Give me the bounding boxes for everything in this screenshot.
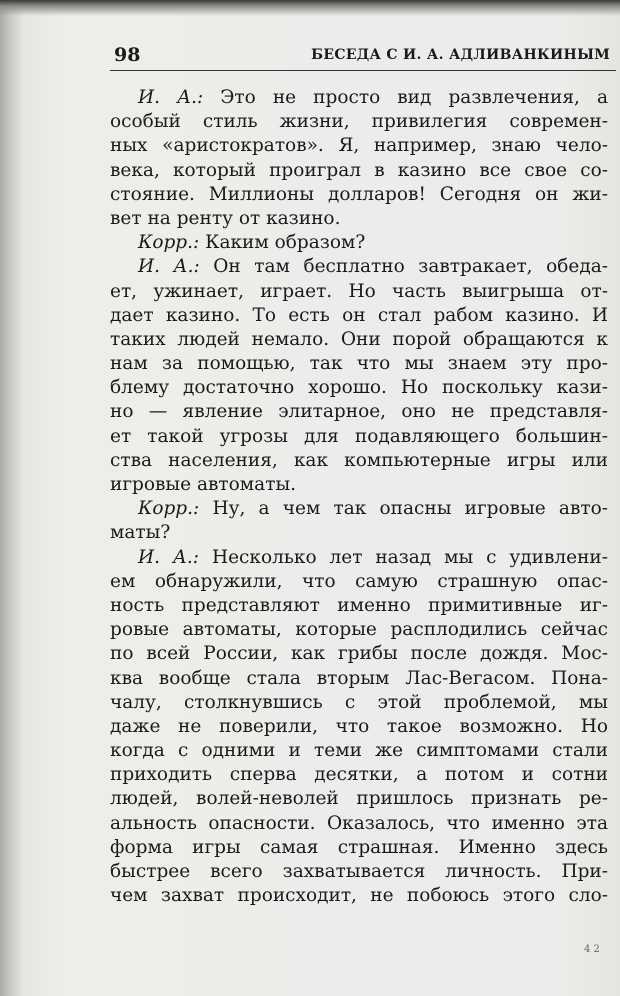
text-line [110,642,608,666]
text-line [110,449,608,473]
text-line [110,425,608,449]
line-text: особый стиль жизни, привилегия современ- [110,111,608,133]
text-line [110,304,608,328]
line-text: Он там бесплатно завтракает, обеда- [199,256,608,278]
speaker-label: И. А.: [138,546,200,568]
line-text: века, который проиграл в казино все свое со- [110,159,608,181]
text-line [110,860,608,884]
text-line [110,280,608,304]
page-number: 98 [114,44,141,66]
text-line [110,400,608,424]
line-text: игровые автоматы. [110,474,297,495]
line-text: ет, ужинает, играет. Но часть выигрыша от- [110,280,608,302]
speaker-label: Корр.: [138,498,200,520]
text-line [110,594,608,618]
text-line [110,546,608,570]
line-text: ных «аристократов». Я, например, знаю чело- [110,135,608,157]
text-line [110,159,608,183]
line-text: Каким образом? [199,232,366,254]
text-line [110,715,608,739]
line-text: Это не просто вид развлечения, а [203,87,608,108]
line-text: альность опасности. Оказалось, что именно эта [110,812,608,834]
line-text: Несколько лет назад мы с удивлени- [199,546,608,568]
text-line [110,884,608,908]
text-line [110,376,608,400]
text-line [110,836,608,860]
line-text: ет такой угрозы для подавляющего большин- [110,425,608,447]
speaker-label: И. А.: [138,256,200,278]
line-text: блему достаточно хорошо. Но поскольку кази- [110,377,608,399]
line-text: быстрее всего захватывается личность. При- [110,861,608,882]
text-line [110,521,608,545]
line-text: маты? [110,522,171,544]
line-text: ность представляют именно примитивные иг- [110,594,608,616]
page-header [114,44,614,70]
text-line [110,328,608,352]
line-text: дает казино. То есть он стал рабом казино. И [110,304,608,326]
header-rule [110,70,616,71]
line-text: стояние. Миллионы долларов! Сегодня он жи- [110,183,608,205]
text-line [110,739,608,763]
body-text [110,86,608,908]
line-text: чем захват происходит, не побоюсь этого сло- [110,885,608,907]
scan-edge-shadow [0,0,620,16]
text-line [110,255,608,279]
text-line [110,763,608,787]
speaker-label: И. А.: [138,87,204,108]
line-text: Ну, а чем так опасны игровые авто- [199,498,608,520]
text-line [110,691,608,715]
text-line [110,86,608,110]
line-text: вет на ренту от казино. [110,207,341,229]
text-line [110,570,608,594]
line-text: даже не поверили, что такое возможно. Но [110,715,608,737]
text-line [110,134,608,158]
line-text: форма игры самая страшная. Именно здесь [110,836,608,858]
text-line [110,473,608,497]
line-text: ем обнаружили, что самую страшную опас- [110,570,608,592]
line-text: приходить сперва десятки, а потом и сотни [110,764,608,786]
line-text: людей, волей-неволей пришлось признать ре- [110,788,608,810]
line-text: чалу, столкнувшись с этой проблемой, мы [110,691,608,713]
text-line [110,618,608,642]
line-text: ства населения, как компьютерные игры или [110,449,608,471]
text-line [110,352,608,376]
text-line [110,110,608,134]
signature-mark: 4 2 [584,944,600,955]
running-head: БЕСЕДА С И. А. АДЛИВАНКИНЫМ [311,47,610,63]
line-text: таких людей немало. Они порой обращаются к [110,328,608,350]
line-text: нам за помощью, так что мы знаем эту про- [110,353,608,375]
line-text: по всей России, как грибы после дождя. Мос- [110,643,608,665]
text-line [110,812,608,836]
text-line [110,183,608,207]
line-text: но — явление элитарное, оно не представля- [110,401,608,423]
text-line [110,231,608,255]
text-line [110,667,608,691]
speaker-label: Корр.: [138,232,200,254]
text-line [110,207,608,231]
line-text: когда с одними и теми же симптомами стали [110,740,608,762]
text-line [110,787,608,811]
line-text: ровые автоматы, которые расплодились сейчас [110,619,608,641]
text-line [110,497,608,521]
line-text: ква вообще стала вторым Лас-Вегасом. Пона- [110,667,608,689]
